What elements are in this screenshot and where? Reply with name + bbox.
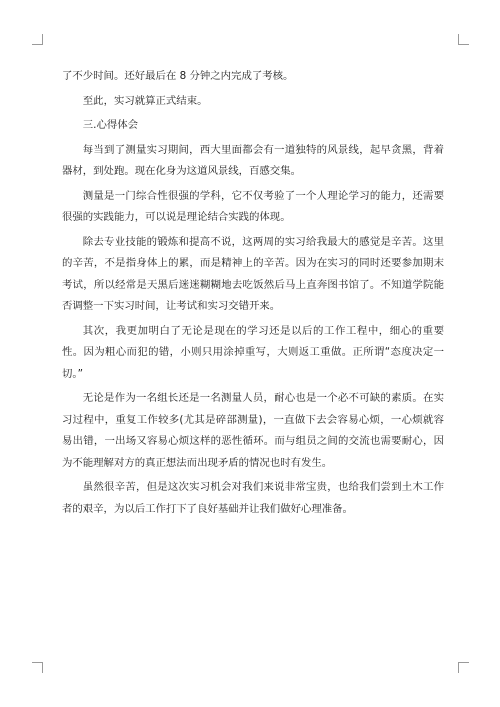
crop-mark-bottom-right <box>458 662 469 673</box>
paragraph: 无论是作为一名组长还是一名测量人员，耐心也是一个必不可缺的素质。在实习过程中，重复工作较多(尤其是碎部测量)，一直做下去会容易心烦，一心烦就容易出错，一出场又容易心烦这样的恶性循环。而与组员之间的交流也需要耐心，因为不能理解对方的真正想法而出现矛盾的情况也时有发生。 <box>62 392 444 469</box>
paragraph-conclusion: 至此，实习就算正式结束。 <box>82 94 208 107</box>
section-heading: 三.心得体会 <box>82 119 139 131</box>
crop-mark-top-left <box>32 34 43 45</box>
document-body <box>62 66 444 523</box>
paragraph: 除去专业技能的锻炼和提高不说，这两周的实习给我最大的感觉是辛苦。这里的辛苦，不是指身体上的累，而是精神上的辛苦。因为在实习的同时还要参加期末考试，所以经常是天黑后迷迷糊糊地去吃饭然后马上直奔图书馆了。不知道学院能否调整一下实习时间，让考试和实习交错开来。 <box>62 235 444 312</box>
paragraph: 测量是一门综合性很强的学科，它不仅考验了一个人理论学习的能力，还需要很强的实践能力，可以说是理论结合实践的体现。 <box>62 189 444 223</box>
paragraph-continued: 了不少时间。还好最后在 8 分钟之内完成了考核。 <box>62 70 294 82</box>
crop-mark-top-right <box>458 34 469 45</box>
paragraph: 每当到了测量实习期间，西大里面都会有一道独特的风景线，起早贪黑，背着器材，到处跑。现在化身为这道风景线，百感交集。 <box>62 143 444 177</box>
paragraph: 其次，我更加明白了无论是现在的学习还是以后的工作工程中，细心的重要性。因为粗心而犯的错，小则只用涂掉重写，大则返工重做。正所谓“态度决定一切。” <box>62 324 444 380</box>
paragraph: 虽然很辛苦，但是这次实习机会对我们来说非常宝贵，也给我们尝到土木工作者的艰辛，为以后工作打下了良好基础并让我们做好心理准备。 <box>62 481 444 515</box>
crop-mark-bottom-left <box>32 662 43 673</box>
